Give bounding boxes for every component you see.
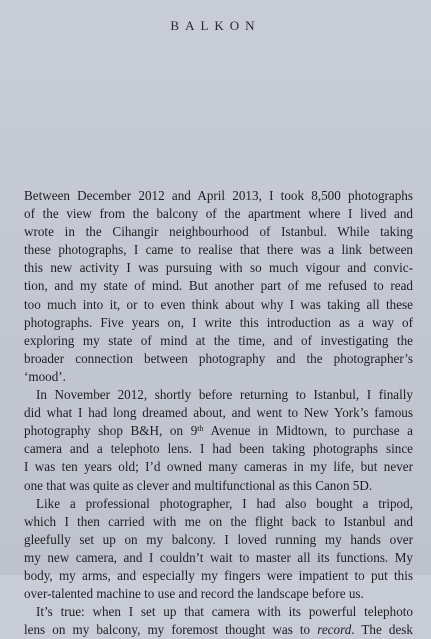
text-line: tion, and my state of mind. But another part of me refused to read (24, 278, 413, 294)
text-segment: Avenue in Midtown, to purchase a (203, 423, 413, 439)
text-line: camera and a telephoto lens. I had been taking photographs since (24, 441, 413, 457)
text-line: over-talented machine to use and record the landscape before us. (24, 586, 364, 602)
text-line: my new camera, and I couldn’t wait to master all its functions. My (24, 549, 413, 565)
text-line: Between December 2012 and April 2013, I took 8,500 photographs (24, 188, 413, 203)
paragraph-1 (24, 187, 413, 386)
text-line: did what I had long dreamed about, and went to New York’s famous (24, 405, 413, 421)
body-text (24, 187, 413, 639)
text-line: broader connection between photography and the photographer’s (24, 350, 413, 366)
running-title: BALKON (170, 18, 261, 33)
text-line: It’s true: when I set up that camera with its powerful telephoto (36, 604, 413, 620)
text-line: too much into it, or to even think about why I was taking all these (24, 296, 413, 312)
text-line: In November 2012, shortly before returning to Istanbul, I finally (36, 387, 413, 403)
text-line: exploring my state of mind at the time, and of investigating the (24, 332, 413, 348)
text-line: this new activity I was pursuing with so much vigour and convic- (24, 260, 413, 276)
text-segment: lens on my balcony, my foremost thought was to (24, 622, 318, 638)
paragraph-4 (24, 603, 413, 639)
text-segment: photography shop B&H, on 9 (24, 423, 198, 439)
text-line: one that was quite as clever and multifunctional as this Canon 5D. (24, 477, 373, 493)
text-line: gleefully set up on my balcony. I loved running my hands over (24, 531, 413, 547)
ordinal-suffix: th (197, 424, 204, 434)
text-segment: . The desk (351, 622, 413, 638)
text-line: Like a professional photographer, I had also bought a tripod, (36, 495, 413, 511)
text-line: wrote in the Cihangir neighbourhood of Istanbul. While taking (24, 224, 413, 240)
text-line: which I then carried with me on the flight back to Istanbul and (24, 513, 413, 529)
paragraph-3 (24, 495, 413, 604)
text-line (24, 422, 413, 440)
text-line: photographs. Five years on, I write this introduction as a way of (24, 314, 413, 330)
text-line: ‘mood’. (24, 368, 66, 384)
text-line (24, 621, 413, 639)
text-line: I was ten years old; I’d owned many cameras in my life, but never (24, 459, 413, 475)
emphasis-word: record (317, 622, 352, 638)
paragraph-2 (24, 386, 413, 495)
text-line: body, my arms, and especially my fingers were impatient to put this (24, 567, 413, 583)
text-line: these photographs, I came to realise that there was a link between (24, 242, 413, 258)
text-line: of the view from the balcony of the apartment where I lived and (24, 206, 413, 222)
